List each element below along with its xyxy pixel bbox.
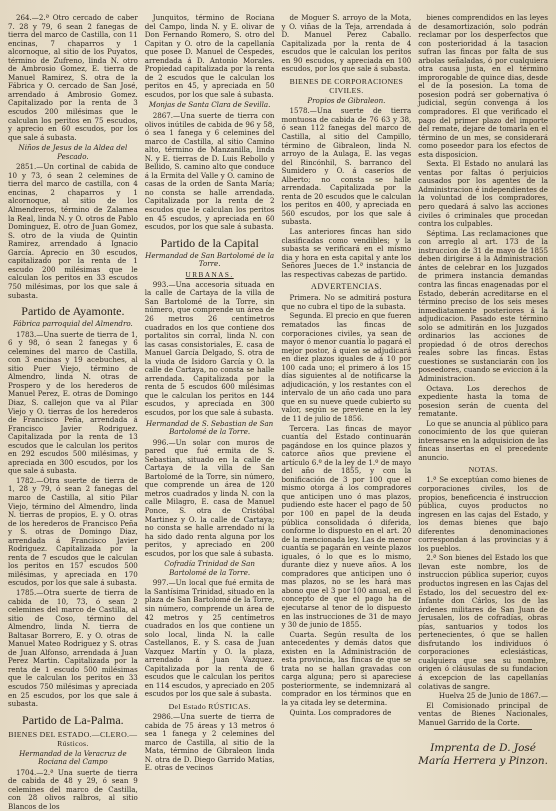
category-heading: NOTAS. xyxy=(468,465,498,475)
paragraph: Séptima. Las reclamaciones que con arreglo al art. 173 de la instruccion de 31 de mayo de 1855 deben dirigirse á la Administracion ántes de celebrar en los Juzgados de primera instancia demandas contra las fincas enagenadas por el Estado, deberán acreditarse en el término preciso de los seis meses inmediatamente posteriores á la adjudicacion. Pasado este término solo se admitirán en los Juzgados ordinarios las acciones de propiedad ó de otros derechos reales sobre las fincas. Estas cuestiones se sustanciarán con los poseedores, cuando se eviccion á la Administracion. xyxy=(418,228,548,383)
column-3 xyxy=(282,14,412,794)
section-subheading: Hermandad de S. Sebastian de San Bartolomé de la Torre. xyxy=(145,418,274,437)
paragraph: 1.ª Se exceptúan como bienes de corporaciones civiles, los de propios, beneficencia é instruccion pública, cuyos productos no ingresen en las cajas del Estado, y los demas bienes que bajo diferentes denominaciones correspondan á las provincias y á los pueblos. xyxy=(418,475,548,553)
category-heading: BIENES DE CORPORACIONES CIVILES. xyxy=(289,76,404,95)
date-signature: Huelva 25 de Junio de 1867.— xyxy=(438,691,548,701)
district-heading: Partido de Ayamonte. xyxy=(21,304,125,319)
section-subheading: Monjas de Santa Clara de Sevilla. xyxy=(148,100,271,110)
section-subheading: Propios de Gibraleon. xyxy=(307,95,386,105)
paragraph: 2867.—Una suerte de tierra con olivos inútiles de cabida de 96 y 58, ó sea 1 fanega y 6 celemines del marco de Castilla, al sitio Camino alto, término de Manzanilla, linda N. y E. tierras de D. Luis Rebollo y Bellido, S. camino alto que conduce á la Ermita del Valle y O. camino de casas de la orden de Santa María; no consta se halle arrendada. Capitalizada por la renta de 2 escudos que le calculan los peritos en 45 escudos, y apreciada en 60 escudos, por los que sale á subasta. xyxy=(144,111,275,232)
paragraph: 993.—Una accesoria situada en la calle de Cartaya de la villa de San Bartolomé de la Torre, sin número, que comprende un área de 26 metros 26 centímetros cuadrados en los que contiene dos portalitos sin corral, linda N. con las casas consistoriales, E. casa de Manuel García Delgado, S. otra de la viuda de Isidoro García y O. la calle de Cartaya, no consta se halle arrendada. Capitalizada por la renta de 5 escudos 600 milésimas que le calculan los peritos en 144 escudos, y apreciada en 300 escudos, por los que sale á subasta. xyxy=(144,279,275,417)
paragraph: Junquitos, término de Rociana del Campo, linda N. y E. olivar de Don Fernando Romero, S. otro del Capitan y O. otro de la capellanía que posee D. Manuel de Cespedes, arrendada á D. Antonio Morales. Propiedad capitalizada por la renta de 2 escudos que le calculan los peritos en 45, y apreciada en 50 escudos, por los que sale á subasta. xyxy=(144,13,275,99)
paragraph: 2851.—Un cortinal de cabida de 10 y 73, ó sean 2 celemines de tierra del marco de castilla, con 4 encinas, 2 chaparros y 1 alcornoque, al sitio de los Almendreros, término de Zalamea la Real, linda N. y O. otros de Pablo Dominguez, E. otro de Juan Gomez, S. otro de la viuda de Quintin Ramirez, arrendado á Ignacio García. Aprecio en 30 escudos, capitalizado por la renta de 1 escudo 200 milésimas que le calculan los peritos en 33 escudos 750 milésimas, por los que sale á subasta. xyxy=(8,162,138,300)
paragraph: Las anteriores fincas han sido clasificadas como vendibles; y la subasta se verificará en el mismo dia y hora en esta capital y ante los Señores Jueces de 1.ª instancia de las respectivas cabezas de partido. xyxy=(281,227,412,279)
column-4 xyxy=(418,14,548,794)
separator-rule xyxy=(434,729,532,730)
paragraph: 1782.—Otra suerte de tierra de 1, 28 y 79, ó sean 2 fanegas del marco de Castilla, al sitio Pilar Viejo, término del Almendro, linda N. tierras de propios, E. y O. otras de los herederos de Francisco Peña y S. otras de Domingo Diaz, arrendada á Francisco Javier Rodriguez. Capitalizada por la renta de 7 escudos que le calculan los peritos en 157 escudos 500 milésimas, y apreciada en 170 escudos, por los que sale á subasta. xyxy=(8,475,138,588)
paragraph: 1704.—2.ª Una suerte de tierra de cabida de 48 y 29, ó sean 9 celemines del marco de Castilla, con 28 olivos ralbros, al sitio Blancos de los xyxy=(8,767,138,811)
paragraph: El Comisionado principal de ventas de Bienes Nacionales, Manuel Garrido de la Corte. xyxy=(418,700,548,727)
paragraph: Segunda. El precio en que fueren rematados las fincas de corporaciones civiles, ya sean de mayor ó menor cuantía lo pagará el mejor postor, á quien se adjudicará en diez plazos iguales de á 10 por 100 cada uno; el primero á los 15 días siguientes al de notificarse la adjudicación, y los restantes con el intervalo de un año cada uno para que en su nueve quede cubierto su valor, según se previene en la ley de 11 de julio de 1856. xyxy=(281,311,412,423)
subcategory-heading: URBANAS. xyxy=(185,270,234,279)
category-heading: Del Estado RÚSTICAS. xyxy=(168,702,251,712)
paragraph: 1783.—Una suerte de tierra de 1, 6 y 98, ó sean 2 fanegas y 6 celemines del marco de Castilla, con 3 encinas y 19 acebuches, al sitio Puer Viejo, término de Almendro, linda N. otras de Prospero y de los herederos de Manuel Perez, E. otras de Domingo Diaz, S. callejon que va al Pilar Viejo y O. tierras de los herederos de Francisco Peña, arrendada á Francisco Javier Rodriguez. Capitalizada por la renta de 13 escudos que le calculan los peritos en 292 escudos 500 milésimas, y apreciada en 300 escudos, por los que sale á subasta. xyxy=(8,329,138,476)
paragraph: Lo que se anuncia al público para conocimiento de los que quieran interesarse en la adquisicion de las fincas insertas en el precedente anuncio. xyxy=(418,418,548,462)
paragraph: de Moguer S. arroyo de la Mota, y O. viñas de la Teja, arrendada á D. Manuel Perez Caballo. Capitalizada por la renta de 4 escudos que le calculan los peritos en 90 escudos, y apreciada en 100 escudos, por los que sale á subasta. xyxy=(281,13,412,74)
paragraph: Octava. Los derechos de expediente hasta la toma de posesion serán de cuenta del rematante. xyxy=(418,383,548,419)
district-heading: Partido de La-Palma. xyxy=(22,712,124,727)
paragraph: 2986.—Una suerte de tierra de cabida de 75 áreas y 13 metros ó sea 1 fanega y 2 celemines del marco de Castilla, al sitio de la Mata, término de Gibraleon linda N. otra de D. Diego Garrido Matías, E. otras de vecinos xyxy=(144,712,275,773)
printer-imprint: Imprenta de D. José María Herrera y Pinzon. xyxy=(418,742,548,768)
section-subheading: Niños de Jesus de la Aldea del Pescado. xyxy=(18,143,128,161)
section-subheading: Hermandad de San Bartolomé de la Torre. xyxy=(145,250,275,269)
paragraph: 1785.—Otra suerte de tierra de cabida de 10, 73, ó sean 2 celemines del marco de Castilla, al sitio de Coso, término del Almendro, linda N. tierra de Baltasar Borrero, E. y O. otras de Manuel Mateo Rodriguez y S. otras de Juan Alfonso, arrendada á Juan Perez Martin. Capitalizada por la renta de 1 escudo 500 milésimas que le calculan los peritos en 33 escudos 750 milésimas y apreciada en 25 escudos, por los que sale á subasta. xyxy=(8,588,138,709)
section-subheading: Cofradía Trinidad de San Bartolomé de la Torre. xyxy=(164,559,255,577)
paragraph: Cuarta. Según resulta de los antecedentes y demás datos que existen en la Administración de esta provincia, las fincas de que se trata no se hallan gravadas con carga alguna; pero si apareciese posteriormente, se indemnizará al comprador en los términos que en la ya citada ley se determina. xyxy=(281,629,412,708)
paragraph: Primera. No se admitirá postura que no cubra el tipo de la subasta. xyxy=(281,293,412,311)
paragraph: Quinta. Los compradores de xyxy=(289,707,392,717)
paragraph: Sexta. El Estado no anulará las ventas por faltas ó perjuicios causados por los agentes de la Administracion é independientes de la voluntad de los compradores, pero quedará á salvo las acciones civiles ó criminales que procedan contra los culpables. xyxy=(418,159,548,229)
paragraph: 1578.—Una suerte de tierra montuosa de cabida de 76 63 y 38, ó sean 112 fanegas del marco de Castilla, al sitio del Campillo, término de Gibraleon, linda N. arroyo de la Aulaga, E. las vegas del Rincónhil, S. barranco del Sumidero y O. á caseríos de Alberto; no consta se halle arrendada. Capitalizada por la renta de 20 escudos que le calculan los peritos en 400, y apreciada en 560 escudos, por los que sale á subasta. xyxy=(281,106,412,227)
paragraph: 997.—Un local que fué ermita de la Santísima Trinidad, situado en la plaza de San Bartolomé de la Torre, sin número, comprende un área de 42 metros y 25 centímetros cuadrados en los que contiene un solo local, linda N. la calle Castellanos, E. y S. casa de Juan Vazquez Martín y O. la plaza, arrendado á Juan Vazquez. Capitalizada por la renta de 6 escudos que le calculan los peritos en 114 escudos, y apreciado en 205 escudos por los que sale á subasta. xyxy=(144,578,275,699)
paragraph: Tercera. Las fincas de mayor cuantía del Estado continuarán pagándose en los quince plazos y catorce años que previene el artículo 6.º de la ley de 1.º de mayo del año de 1855, y con la bonificación de 3 por 100 que el mismo otorga á los compradores que anticipen uno ó mas plazos, pudiendo este hacer el pago de 50 por 100 en papel de la deuda pública consolidada ó diferida, conforme lo dispuesto en el art. 20 de la mencionada ley. Las de menor cuantía se pagarán en veinte plazos iguales, ó lo que es lo mismo, durante diez y nueve años. A los compradores que anticipen uno ó mas plazos, no se les hará mas abono que el 3 por 100 anual, en el concepto de que el pago ha de ejecutarse al tenor de lo dispuesto en las instrucciones de 31 de mayo y 30 de junio de 1855. xyxy=(281,423,412,630)
paragraph: 264.—2.ª Otro cercado de caber 7. 28 y 79, 6 sean 2 fanegas de tierra del marco de Castilla, con 11 encinas, 7 chaparros y 1 alcornoque, al sitio de los Puyatos, término de Zufreno, linda N. otro de Ambrosio Gomez, E. tierra de Manuel Ramirez, S. otra de la Fábrica y O. cercado de San José, arrendado á Ambrosio Gomez. Capitalizado por la renta de 3 escudos 200 milésimas que le calculan los peritos en 75 escudos, y aprecio en 60 escudos, por los que sale á subasta. xyxy=(8,13,138,142)
paragraph: 2.ª Son bienes del Estado los que llevan este nombre, los de instruccion pública superior, cuyos productos ingresen en las Cajas del Estado, los del secuestro del ex-Infante don Cárlos, los de las órdenes militares de San Juan de Jerusalen, los de cofradías, obras pías, santuarios y todos los pertenecientes, ó que se hallen disfrutando los individuos ó corporaciones eclesiásticas, cualquiera que sea su nombre, origen ó cláusulas de su fundacion á excepcion de las capellanías colativas de sangre. xyxy=(418,553,548,691)
advertencias-heading: ADVERTENCIAS. xyxy=(310,282,382,292)
paragraph: 996.—Un solar con muros de pared que fué ermita de S. Sebastian, situado en la calle de Cartaya de la villa de San Bartolomé de la Torre, sin número, que comprende un área de 120 metros cuadrados y linda N. con la calle Milagro, E. casa de Manuel Ponce, S. otra de Cristóbal Martinez y O. la calle de Cartaya; no consta se halle arrendado ni la ha sido dado renta alguna por los peritos, y apreciado en 200 escudos, por los que sale á subasta. xyxy=(144,437,275,558)
category-heading: BIENES DEL ESTADO.—CLERO.— Rústicos. xyxy=(8,729,138,748)
paragraph: bienes comprendidos en las leyes de desamortización, solo podrán reclamar por los desperfectos que con posterioridad á la tasacion sufran las fincas por falta de sus arbolas señaladas, ó por cualquiera otra causa justa, en el término improrogable de quince dias, desde el de la posesion. La toma de posesion podrá ser gobernativa ó judicial, según convenga á los compradores. El que verificado el pago del primer plazo del importe del remate, dejare de tomarla en el término de un mes, se considerará como poseedor para los efectos de esta disposicion. xyxy=(418,13,548,159)
column-2 xyxy=(145,14,275,794)
section-subheading: Hermandad de la Veracruz de Rociana del Campo xyxy=(19,748,127,767)
column-1 xyxy=(8,13,138,811)
section-subheading: Fábrica parroquial del Almendro. xyxy=(12,319,133,329)
columns xyxy=(8,13,548,811)
district-heading: Partido de la Capital xyxy=(160,235,259,250)
